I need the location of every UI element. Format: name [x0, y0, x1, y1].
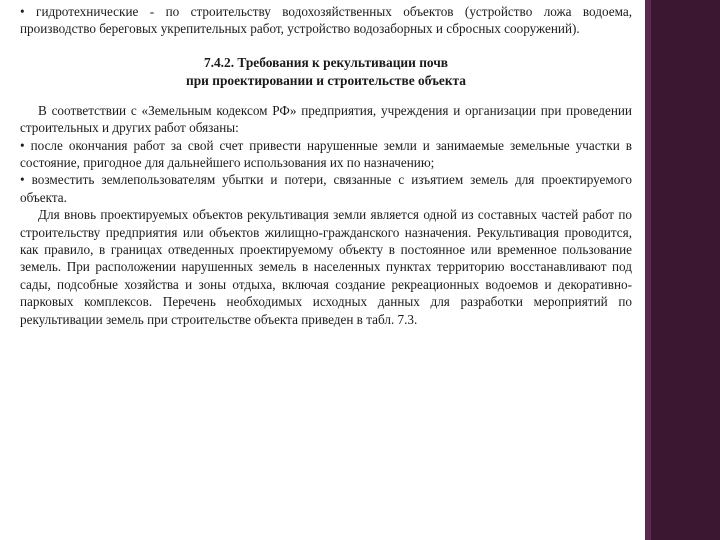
decorative-side-band — [645, 0, 720, 540]
document-text — [20, 3, 632, 328]
section-heading — [20, 54, 632, 90]
bullet-restore-land: • после окончания работ за свой счет привести нарушенные земли и занимаемые земельные участки в состояние, пригодное для дальнейшего использования их по назначению; — [20, 137, 632, 171]
section-heading-line2: при проектировании и строительстве объекта — [186, 72, 466, 88]
paragraph-recultivation: Для вновь проектируемых объектов рекультивация земли является одной из составных частей работ по строительству предприятия или объектов жилищно-гражданского назначения. Рекультивация проводится, как правило, в границах отведенных проектируемому объекту в постоянное или временное пользование земель. При расположении нарушенных земель в населенных пунктах территорию восстанавливают под сады, подсобные хозяйства и зоны отдыха, включая создание рекреационных водоемов и декоративно-парковых комплексов. Перечень необходимых исходных данных для разработки мероприятий по рекультивации земель при строительстве объекта приведен в табл. 7.3. — [20, 207, 632, 327]
paragraph-land-code: В соответствии с «Земельным кодексом РФ» предприятия, учреждения и организации при проведении строительных и других работ обязаны: — [20, 102, 632, 136]
bullet-compensate-losses: • возместить землепользователям убытки и потери, связанные с изъятием земель для проектируемого объекта. — [20, 172, 632, 205]
section-heading-line1: 7.4.2. Требования к рекультивации почв — [203, 54, 449, 70]
intro-bullet-paragraph: • гидротехнические - по строительству водохозяйственных объектов (устройство ложа водоема, производство береговых укрепительных работ, устройство водозаборных и сбросных сооружений). — [20, 4, 632, 37]
